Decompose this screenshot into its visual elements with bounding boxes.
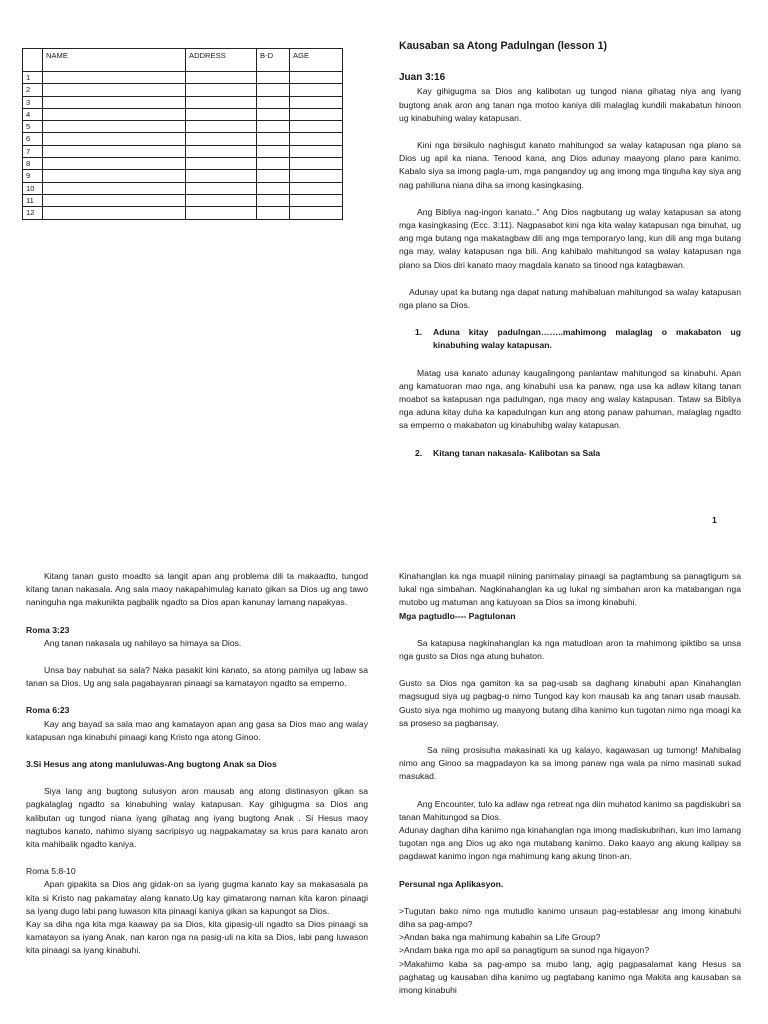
roster-address-cell	[186, 133, 257, 145]
roster-row	[23, 84, 343, 96]
verse-paragraph: Kay gihigugma sa Dios ang kalibotan ug tungod niana gihatag niya ang iyang bugtong anak aron ang tanan nga motoo kaniya dili malaglag kundili makabatun hinoon ug kinabuhing walay katapusan.	[399, 86, 741, 123]
roster-address-cell	[186, 72, 257, 84]
roster-row	[23, 207, 343, 219]
roster-row-number: 2	[23, 84, 43, 96]
point-two-number: 2.	[415, 447, 423, 458]
roster-age-cell	[290, 96, 343, 108]
roster-age-cell	[290, 207, 343, 219]
roster-birthdate-cell	[257, 133, 290, 145]
roster-header-name: NAME	[43, 49, 186, 72]
roster-birthdate-cell	[257, 108, 290, 120]
roster-row-number: 4	[23, 108, 43, 120]
roster-age-cell	[290, 108, 343, 120]
roster-name-cell	[43, 108, 186, 120]
application-question-3: >Andam baka nga mo apil sa panagtigum sa sunod nga higayon?	[399, 945, 650, 956]
roster-birthdate-cell	[257, 207, 290, 219]
roster-address-cell	[186, 207, 257, 219]
roster-age-cell	[290, 121, 343, 133]
roster-birthdate-cell	[257, 72, 290, 84]
roster-age-cell	[290, 84, 343, 96]
roster-age-cell	[290, 145, 343, 157]
roster-age-cell	[290, 158, 343, 170]
point-two-text: Kitang tanan nakasala- Kalibotan sa Sala	[433, 447, 601, 458]
page-number: 1	[712, 515, 717, 525]
roster-address-cell	[186, 84, 257, 96]
roster-row-number: 10	[23, 182, 43, 194]
roster-address-cell	[186, 121, 257, 133]
teaching-heading: Mga pagtudlo---- Pagtulonan	[399, 610, 516, 621]
point-one-number: 1.	[415, 327, 423, 338]
roster-body	[23, 72, 343, 220]
roster-row-number: 1	[23, 72, 43, 84]
roster-birthdate-cell	[257, 170, 290, 182]
verse-reference-roma-6-23: Roma 6:23	[26, 705, 70, 716]
roster-row	[23, 182, 343, 194]
roster-address-cell	[186, 182, 257, 194]
roster-name-cell	[43, 207, 186, 219]
roster-row-number: 6	[23, 133, 43, 145]
roster-age-cell	[290, 133, 343, 145]
roster-header-number	[23, 49, 43, 72]
roster-name-cell	[43, 145, 186, 157]
roster-row-number: 12	[23, 207, 43, 219]
roster-address-cell	[186, 170, 257, 182]
roster-address-cell	[186, 96, 257, 108]
bible-paragraph: Ang Bibliya nag-ingon kanato.." Ang Dios nagbutang ug walay katapusan sa atong mga kasingkasing (Ecc. 3:11). Nagpasabot kini nga kita walay katapusan nga binuhat, ug ang mga butang nga makatagbaw dili ang mga temporaryo lang, kun dili ang mga butang nga may, walay katapusan nga bili. Ang kahibalo mahitungod sa walay katapusan nga plano sa Dios diri kanato maoy magdala kanato sa tinood nga katagbawan.	[399, 206, 741, 270]
roster-birthdate-cell	[257, 182, 290, 194]
verse-reference-juan: Juan 3:16	[399, 72, 446, 84]
sin-section	[26, 570, 368, 958]
church-section	[399, 570, 741, 997]
roster-birthdate-cell	[257, 145, 290, 157]
application-question-1: >Tugutan bako nimo nga mutudlo kanimo unsaun pag-establesar ang imong kinabuhi diha sa pag-ampo?	[399, 905, 741, 930]
roster-address-cell	[186, 158, 257, 170]
roster-row	[23, 158, 343, 170]
sin-consequence-paragraph: Unsa bay nabuhat sa sala? Naka pasakit kini kanato, sa atong pamilya ug labaw sa tanan sa Dios. Ug ang sala pagabayaran pinaagi sa kamatayon ngadto sa emperno.	[26, 665, 368, 689]
roster-birthdate-cell	[257, 158, 290, 170]
roster-name-cell	[43, 170, 186, 182]
roster-address-cell	[186, 194, 257, 206]
roster-row-number: 8	[23, 158, 43, 170]
application-question-2: >Andan baka nga mahimung kabahin sa Life Group?	[399, 932, 601, 943]
roster-row-number: 9	[23, 170, 43, 182]
roster-row	[23, 133, 343, 145]
roster-birthdate-cell	[257, 84, 290, 96]
roster-name-cell	[43, 121, 186, 133]
roster-age-cell	[290, 194, 343, 206]
roster-row-number: 3	[23, 96, 43, 108]
roster-row	[23, 72, 343, 84]
roster-row-number: 7	[23, 145, 43, 157]
roster-row	[23, 194, 343, 206]
roster-birthdate-cell	[257, 194, 290, 206]
sin-intro-paragraph: Kitang tanan gusto moadto sa langit apan ang problema dili ta makaadto, tungod kitang tanan nakasala. Ang sala maoy nakapahimulag kanato gikan sa Dios ug ang tawo naninguha nga makunikta pagbalik ngadto sa Dios apan kanunay lamang napakyas.	[26, 571, 368, 608]
roster-name-cell	[43, 133, 186, 145]
lesson-page-one	[399, 40, 741, 460]
roster-row	[23, 170, 343, 182]
roster-name-cell	[43, 84, 186, 96]
lesson-title: Kausaban sa Atong Padulngan (lesson 1)	[399, 40, 607, 52]
roster-age-cell	[290, 182, 343, 194]
verse-reference-roma-5-8-10: Roma 5:8-10	[26, 866, 76, 877]
change-paragraph: Gusto sa Dios nga gamiton ka sa pag-usab sa daghang kinabuhi apan Kinahanglan magsugud siya ug pagbag-o nimo Tungod kay kon mausab ka ang tanan usab mausab. Gusto siya nga mohimo ug maayong butang diha kanimo kun tugotan nimo nga moagi ka sa proseso sa pagbansay.	[399, 678, 741, 728]
roster-header-row	[23, 49, 343, 72]
application-heading: Persunal nga Aplikasyon.	[399, 878, 504, 889]
roster-name-cell	[43, 96, 186, 108]
roster-table	[22, 48, 343, 220]
verse-reference-roma-3-23: Roma 3:23	[26, 624, 70, 635]
savior-paragraph: Siya lang ang bugtong sulusyon aron mausab ang atong distinasyon gikan sa pagkalaglag ngadto sa kinabuhing walay katapusan. Kay gihigugma sa Dios ang kalibutan ug tungod niana iyang gihatag ang iyang bugtong Anak . Si Hesus maoy nagtubos kanato, nahimo siyang sacripisyo ug nagpakamatay sa krus para kanato aron kita mahibalik ngadto kaniya.	[26, 786, 368, 850]
roster-row	[23, 121, 343, 133]
encounter-paragraph: Ang Encounter, tulo ka adlaw nga retreat nga diin muhatod kanimo sa pagdiskubri sa tanan Mahitungod sa Dios.	[399, 798, 741, 822]
roster-row-number: 11	[23, 194, 43, 206]
roster-header-birthdate: B-D	[257, 49, 290, 72]
disciple-paragraph: Adunay daghan diha kanimo nga kinahanglan nga imong madiskubrihan, kun imo lamang tugotan nga ang Dios ug ako nga mutabang kanimo. Dako kaayo ang akung kalipay sa pagdawat kanimo ingon nga mahimung kang akung tinon-an.	[399, 825, 741, 862]
roma-5-8-text: Apan gipakita sa Dios ang gidak-on sa iyang gugma kanato kay sa makasasala pa kita si Kristo nag pakamatay alang kanato.Ug kay gimatarong naman kita karon pinaagi sa iyang dugo labi pang luwason kita pinaagi kaniya gikan sa kapungot sa Dios.	[26, 879, 368, 916]
point-one-heading	[399, 326, 741, 352]
roma-3-23-text: Ang tanan nakasala ug nahilayo sa himaya sa Dios.	[44, 637, 242, 648]
roster-row	[23, 108, 343, 120]
roster-address-cell	[186, 108, 257, 120]
point-two-heading	[399, 447, 741, 460]
roster-name-cell	[43, 158, 186, 170]
roster-row	[23, 96, 343, 108]
church-paragraph: Kinahanglan ka nga muapil niining panimalay pinaagi sa pagtambung sa panagtigum sa lukal nga simbahan. Nagkinahanglan ka ug lukal ng simbahan aron ka matabangan nga mutobo ug matuman ang katuyoan sa Dios sa imong kinabuhi.	[399, 571, 741, 608]
roster-name-cell	[43, 72, 186, 84]
process-paragraph: Sa niing prosisuha makasinati ka ug kalayo, kagawasan ug tumong! Mahibalag nimo ang Ginoo sa magpadayon ka sa imong panaw nga wala pa nimo masinati sukad masukad.	[399, 745, 741, 782]
roster-birthdate-cell	[257, 96, 290, 108]
roster-header-age: AGE	[290, 49, 343, 72]
roster-name-cell	[43, 194, 186, 206]
teaching-paragraph: Sa katapusa nagkinahanglan ka nga matudloan aron ta mahimong ipiktibo sa unsa nga gusto sa Dios nga atung buhaton.	[399, 637, 741, 662]
roster-address-cell	[186, 145, 257, 157]
application-question-4: >Makahimo kaba sa pag-ampo sa mubo lang, agig pagpasalamat kang Hesus sa paghatag ug kausaban diha kanimo ug pagtabang kanimo nga Makita ang kausaban sa imong kinabuhi	[399, 958, 741, 996]
roster-row-number: 5	[23, 121, 43, 133]
roma-6-23-text: Kay ang bayad sa sala mao ang kamatayon apan ang gasa sa Dios mao ang walay katapusan nga kinabuhi pinaagi kang Kristo nga atong Ginoo.	[26, 718, 368, 742]
roster-row	[23, 145, 343, 157]
roster-name-cell	[43, 182, 186, 194]
intro-paragraph: Kini nga birsikulo naghisgut kanato mahitungod sa walay katapusan nga plano sa Dios ug apil ka niana. Tenood kana, ang Dios adunay maayong plano para kanimo. Kabalo siya sa imong pagla-um, mga pangandoy ug ang imong mga tinguha kay siya ang nag pahiliuna niana diha sa imong kasingkasing.	[399, 140, 741, 190]
roma-5-10-text: Kay sa diha nga kita mga kaaway pa sa Dios, kita gipasig-uli ngadto sa Dios pinaagi sa kamatayon sa iyang Anak, nan karon nga na pasig-uli na kita sa Dios, labi pang luwason kita pinaagi sa iyang kinabuhi.	[26, 919, 368, 956]
roster-age-cell	[290, 170, 343, 182]
four-things-paragraph: Adunay upat ka butang nga dapat natung mahibaluan mahitungod sa walay katapusan nga plano sa Dios.	[399, 286, 741, 311]
point-one-text: Aduna kitay padulngan……..mahimong malaglag o makabaton ug kinabuhing walay katapusan.	[433, 327, 741, 351]
roster-age-cell	[290, 72, 343, 84]
roster-header-address: ADDRESS	[186, 49, 257, 72]
destiny-paragraph: Matag usa kanato adunay kaugalingong panlantaw mahitungod sa kinabuhi. Apan ang kamatuoran mao nga, ang kinabuhi usa ka panaw, nga usa ka adlaw kitang tanan moabot sa katapusan nga padulngan, nga maoy ang walay katapusan. Tataw sa Bibliya nga aduna kitay duha ka kapadulngan kun ang atong panaw pahuman, malaglag ngadto sa emperno o makabaton ug kinabuhibg walay katapusan.	[399, 367, 741, 431]
roster-birthdate-cell	[257, 121, 290, 133]
point-three-heading: 3.Si Hesus ang atong manluluwas-Ang bugtong Anak sa Dios	[26, 759, 277, 770]
